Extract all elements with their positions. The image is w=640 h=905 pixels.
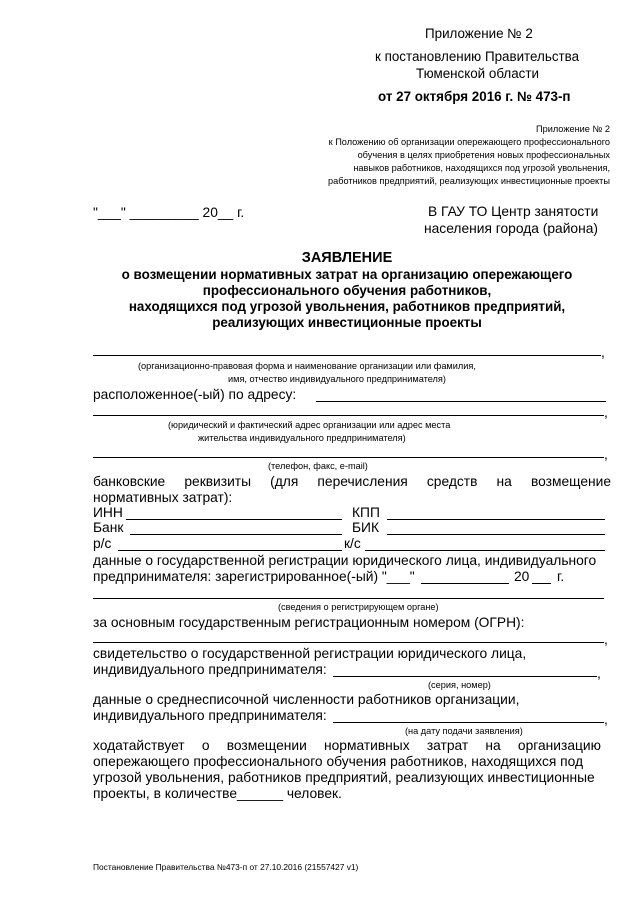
- petition-line2: опережающего профессионального обучения работников, находящихся под: [93, 754, 584, 769]
- kpp-label: КПП: [352, 505, 380, 520]
- ogrn-label: за основным государственным регистрационным номером (ОГРН):: [93, 615, 525, 630]
- address-hint-1: (юридический и фактический адрес организации или адрес места: [168, 420, 451, 430]
- registrar-hint: (сведения о регистрирующем органе): [278, 602, 439, 612]
- staff-line1: данные о среднесписочной численности работников организации,: [93, 692, 520, 707]
- document-title: ЗАЯВЛЕНИЕ: [301, 250, 393, 266]
- staff-field[interactable]: [333, 722, 604, 723]
- bank-req-word: средств: [426, 474, 478, 489]
- petition-word: о: [201, 738, 210, 753]
- petition-word: организацию: [517, 738, 601, 753]
- comma: ,: [597, 666, 601, 681]
- petition-word: ходатайствует: [93, 738, 185, 753]
- comma: ,: [604, 632, 608, 647]
- appendix-title: Приложение № 2: [425, 26, 533, 41]
- addressee-line2: населения города (района): [424, 221, 598, 236]
- sub-appendix-line: обучения в целях приобретения новых профессиональных: [357, 150, 610, 160]
- sub-appendix-line: к Положению об организации опережающего профессионального: [328, 137, 610, 147]
- bank-req-word: банковские: [93, 474, 166, 489]
- bank-req-line2: нормативных затрат):: [93, 490, 233, 505]
- reg-year-field[interactable]: [532, 583, 551, 584]
- reg-line1: данные о государственной регистрации юридического лица, индивидуального: [93, 553, 597, 568]
- address-hint-2: жительства индивидуального предпринимателя): [198, 433, 406, 443]
- phone-hint: (телефон, факс, e-mail): [268, 461, 368, 471]
- bik-label: БИК: [352, 520, 380, 535]
- registrar-field[interactable]: [93, 598, 604, 599]
- ks-label: к/с: [344, 536, 361, 551]
- petition-word: на: [485, 738, 501, 753]
- appendix-line2: Тюменской области: [416, 66, 539, 81]
- petition-word: нормативных: [324, 738, 410, 753]
- comma: ,: [601, 345, 605, 360]
- document-subtitle-line: о возмещении нормативных затрат на организацию опережающего: [121, 267, 573, 282]
- bank-req-line: [93, 474, 611, 489]
- staff-line2: индивидуального предпринимателя:: [93, 708, 327, 723]
- comma: ,: [604, 712, 608, 727]
- petition-line4: проекты, в количестве______ человек.: [93, 786, 342, 801]
- cert-line2: индивидуального предпринимателя:: [93, 662, 327, 677]
- bank-field[interactable]: [130, 534, 342, 535]
- bank-label: Банк: [93, 520, 124, 535]
- inn-field[interactable]: [126, 519, 342, 520]
- petition-word: возмещении: [226, 738, 307, 753]
- reg-g-label: г.: [557, 569, 565, 584]
- kpp-field[interactable]: [387, 519, 605, 520]
- reg-line2-label: предпринимателя: зарегистрированное(-ый) "___": [93, 569, 415, 584]
- petition-line3: угрозой увольнения, работников предприятий, реализующих инвестиционные: [93, 770, 595, 785]
- bank-req-word: реквизиты: [184, 474, 252, 489]
- ogrn-field[interactable]: [93, 642, 604, 643]
- phone-field[interactable]: [93, 457, 604, 458]
- petition-word: затрат: [426, 738, 469, 753]
- ks-field[interactable]: [365, 550, 605, 551]
- sub-appendix-title: Приложение № 2: [536, 124, 610, 134]
- address-field[interactable]: [316, 401, 606, 402]
- bank-req-word: перечисления: [317, 474, 408, 489]
- reg-year-label: 20: [514, 569, 530, 584]
- cert-line1: свидетельство о государственной регистрации юридического лица,: [93, 646, 527, 661]
- cert-hint: (серия, номер): [428, 680, 491, 690]
- staff-hint: (на дату подачи заявления): [405, 726, 523, 736]
- bank-req-word: на: [496, 474, 512, 489]
- sub-appendix-line: работников предприятий, реализующих инвестиционные проекты: [327, 176, 610, 186]
- petition-line1: [93, 738, 601, 753]
- address-field-2[interactable]: [93, 415, 604, 416]
- rs-field[interactable]: [118, 550, 342, 551]
- sub-appendix-line: навыков работников, находящихся под угрозой увольнения,: [353, 163, 610, 173]
- page-footer: Постановление Правительства №473-п от 27.10.2016 (21557427 v1): [93, 862, 359, 872]
- appendix-line1: к постановлению Правительства: [375, 49, 580, 64]
- appendix-line3: от 27 октября 2016 г. № 473-п: [378, 89, 571, 104]
- comma: ,: [604, 447, 608, 462]
- bank-req-word: возмещение: [530, 474, 611, 489]
- address-label: расположенное(-ый) по адресу:: [93, 387, 297, 402]
- comma: ,: [604, 405, 608, 420]
- rs-label: р/с: [93, 536, 112, 551]
- inn-label: ИНН: [93, 505, 123, 520]
- org-hint-2: имя, отчество индивидуального предпринимателя): [228, 374, 446, 384]
- org-hint-1: (организационно-правовая форма и наименование организации или фамилия,: [138, 361, 476, 371]
- bik-field[interactable]: [387, 534, 605, 535]
- document-subtitle-line: реализующих инвестиционные проекты: [212, 315, 482, 330]
- reg-month-field[interactable]: [421, 583, 509, 584]
- bank-req-word: (для: [270, 474, 299, 489]
- document-subtitle-line: профессионального обучения работников,: [202, 283, 492, 298]
- document-subtitle-line: находящихся под угрозой увольнения, работников предприятий,: [128, 299, 566, 314]
- org-name-field[interactable]: [93, 355, 601, 356]
- addressee-line1: В ГАУ ТО Центр занятости: [428, 204, 599, 219]
- cert-field[interactable]: [333, 676, 597, 677]
- date-field[interactable]: "___" _________ 20__ г.: [93, 205, 245, 220]
